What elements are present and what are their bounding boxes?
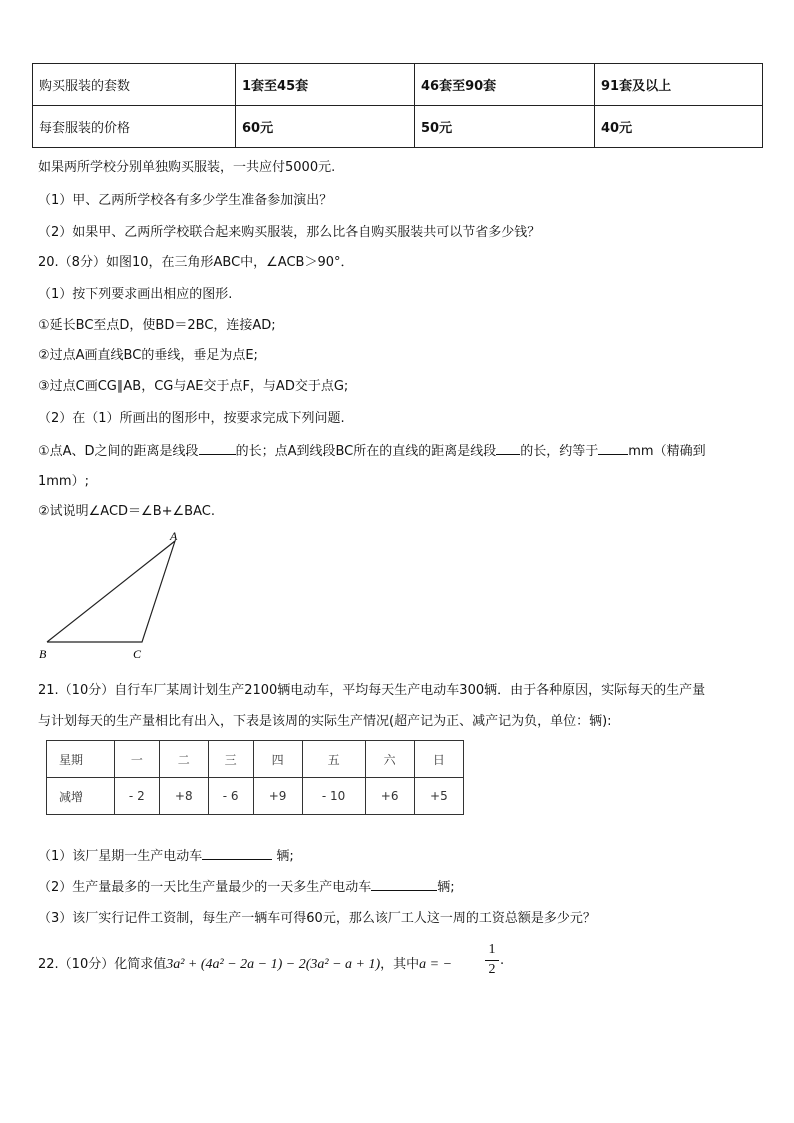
table-cell: 每套服装的价格 xyxy=(33,106,236,148)
q22-prefix: 22.（10分）化简求值 xyxy=(38,957,167,972)
table-cell: +8 xyxy=(159,778,208,815)
q19-part2: （2）如果甲、乙两所学校联合起来购买服装，那么比各自购买服装共可以节省多少钱？ xyxy=(38,225,541,240)
q20-step2: ②过点A画直线BC的垂线，垂足为点E; xyxy=(38,348,258,363)
answer-blank[interactable] xyxy=(199,442,236,455)
table-row xyxy=(33,64,763,106)
q21-part2 xyxy=(38,876,455,895)
table-cell: +6 xyxy=(365,778,414,815)
q20-q1-continued: 1mm）; xyxy=(38,474,89,489)
answer-blank[interactable] xyxy=(496,442,520,455)
table-cell: 46套至90套 xyxy=(415,64,595,106)
table-row xyxy=(33,106,763,148)
q20-question1 xyxy=(38,440,706,459)
q22-fraction-denominator: 2 xyxy=(488,962,496,977)
table-cell: 减增 xyxy=(47,778,115,815)
table-cell: 四 xyxy=(253,741,302,778)
fraction-bar xyxy=(485,960,499,961)
q22-expression: 3a² + (4a² − 2a − 1) − 2(3a² − a + 1) xyxy=(166,957,381,972)
triangle-figure xyxy=(30,528,200,663)
point-label-c: C xyxy=(133,647,142,661)
table-row xyxy=(47,778,464,815)
table-cell: 二 xyxy=(159,741,208,778)
q20-question2: ②试说明∠ACD＝∠B+∠BAC. xyxy=(38,504,215,519)
q21-part3: （3）该厂实行记件工资制，每生产一辆车可得60元，那么该厂工人这一周的工资总额是多少元？ xyxy=(38,911,596,926)
q19-part1: （1）甲、乙两所学校各有多少学生准备参加演出？ xyxy=(38,193,333,208)
table-cell: +9 xyxy=(253,778,302,815)
answer-blank[interactable] xyxy=(371,878,437,891)
q20-q1-text-c: 的长，约等于 xyxy=(520,444,599,459)
price-table xyxy=(32,63,763,148)
table-cell: 日 xyxy=(414,741,463,778)
table-cell: - 10 xyxy=(302,778,365,815)
table-cell: 91套及以上 xyxy=(595,64,763,106)
q20-q1-text-a: ①点A、D之间的距离是线段 xyxy=(38,444,199,459)
triangle-abc xyxy=(47,541,175,642)
q20-part2: （2）在（1）所画出的图形中，按要求完成下列问题. xyxy=(38,411,345,426)
q21-line2: 与计划每天的生产量相比有出入，下表是该周的实际生产情况(超产记为正、减产记为负，单位：辆): xyxy=(38,714,612,729)
table-cell: - 6 xyxy=(208,778,253,815)
q21-line1: 21.（10分）自行车厂某周计划生产2100辆电动车，平均每天生产电动车300辆．由于各种原因，实际每天的生产量 xyxy=(38,683,706,698)
q20-q1-text-b: 的长；点A到线段BC所在的直线的距离是线段 xyxy=(235,444,497,459)
table-cell: 三 xyxy=(208,741,253,778)
table-cell: 星期 xyxy=(47,741,115,778)
production-table xyxy=(46,740,464,815)
table-cell: 50元 xyxy=(415,106,595,148)
table-row xyxy=(47,741,464,778)
q19-intro: 如果两所学校分别单独购买服装，一共应付5000元. xyxy=(38,160,336,175)
q22-fraction-numerator: 1 xyxy=(488,942,496,957)
point-label-a: A xyxy=(170,529,178,543)
q21-p1-text: （1）该厂星期一生产电动车 xyxy=(38,849,203,864)
point-label-b: B xyxy=(39,647,47,661)
answer-blank[interactable] xyxy=(598,442,628,455)
q22-a-equals: a = − xyxy=(419,957,453,972)
answer-blank[interactable] xyxy=(202,847,272,860)
q20-part1: （1）按下列要求画出相应的图形. xyxy=(38,287,233,302)
table-cell: - 2 xyxy=(115,778,160,815)
q20-stem: 20.（8分）如图10，在三角形ABC中，∠ACB＞90°． xyxy=(38,255,354,270)
q22-period: . xyxy=(500,953,505,968)
q21-p2-unit: 辆; xyxy=(437,880,455,895)
q21-p1-unit: 辆; xyxy=(272,849,294,864)
table-cell: 五 xyxy=(302,741,365,778)
q21-p2-text: （2）生产量最多的一天比生产量最少的一天多生产电动车 xyxy=(38,880,372,895)
q21-part1 xyxy=(38,845,294,864)
table-cell: 六 xyxy=(365,741,414,778)
q20-q1-text-d: mm（精确到 xyxy=(628,444,706,459)
table-cell: 购买服装的套数 xyxy=(33,64,236,106)
q22-where: ，其中 xyxy=(380,957,420,972)
q20-step3: ③过点C画CG∥AB，CG与AE交于点F，与AD交于点G; xyxy=(38,379,349,394)
q22-question xyxy=(38,953,452,973)
table-cell: 60元 xyxy=(236,106,415,148)
table-cell: 40元 xyxy=(595,106,763,148)
table-cell: 1套至45套 xyxy=(236,64,415,106)
table-cell: +5 xyxy=(414,778,463,815)
table-cell: 一 xyxy=(115,741,160,778)
q20-step1: ①延长BC至点D，使BD＝2BC，连接AD; xyxy=(38,318,276,333)
